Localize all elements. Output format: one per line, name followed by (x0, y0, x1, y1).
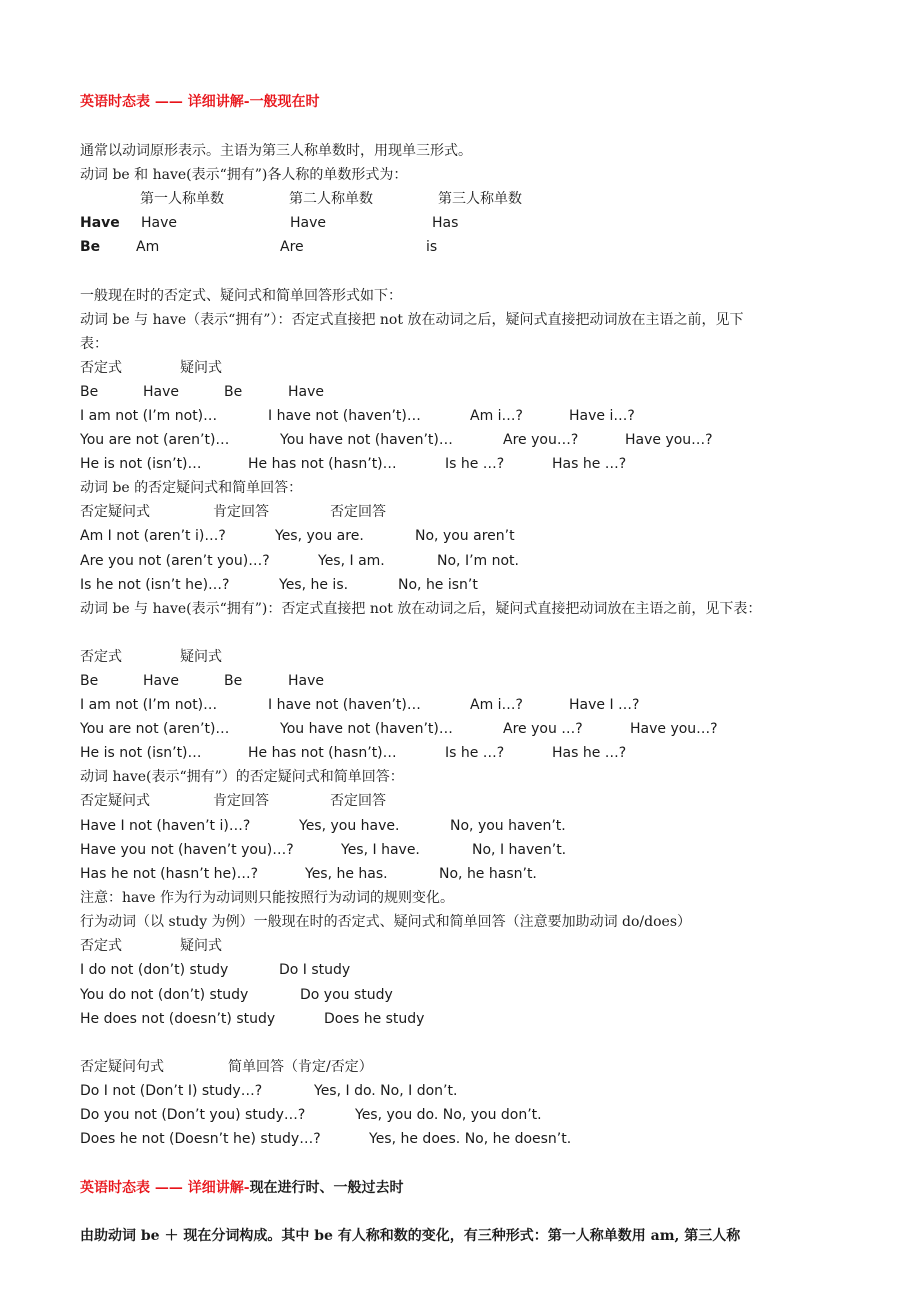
closing-paragraph: 由助动词 be ＋ 现在分词构成。其中 be 有人称和数的变化，有三种形式：第一人称单数用 am, 第三人称 (80, 1228, 741, 1244)
header-cell: 否定疑问式 (80, 793, 150, 809)
section-title (80, 92, 320, 112)
subheader-cell: Have (288, 673, 325, 689)
be-have-intro: 表： (80, 336, 108, 352)
header-cell: 否定疑问式 (80, 504, 150, 520)
intro-line: 动词 be 和 have(表示“拥有”)各人称的单数形式为： (80, 167, 408, 183)
table-cell: Does he not (Doesn’t he) study…? (80, 1131, 321, 1147)
table-cell: Have I …? (569, 697, 640, 713)
table-cell: Do you study (300, 987, 393, 1003)
table-cell: No, I haven’t. (472, 842, 567, 858)
be-have-intro: 动词 be 与 have（表示“拥有”）：否定式直接把 not 放在动词之后，疑问式直接把动词放在主语之前，见下 (80, 312, 744, 328)
header-cell: 否定疑问句式 (80, 1059, 164, 1075)
table-cell: Do I study (279, 962, 351, 978)
have-neg-q-intro: 动词 have(表示“拥有”）的否定疑问式和简单回答： (80, 769, 404, 785)
table-cell: Am I not (aren’t i)…? (80, 528, 226, 544)
header-cell: 疑问式 (180, 649, 222, 665)
note: 注意：have 作为行为动词则只能按照行为动词的规则变化。 (80, 890, 455, 906)
table-cell: I have not (haven’t)… (268, 697, 421, 713)
table-cell: Yes, I am. (318, 553, 385, 569)
forms-intro: 一般现在时的否定式、疑问式和简单回答形式如下： (80, 288, 402, 304)
subheader-cell: Have (288, 384, 325, 400)
table-cell: Are you …? (503, 721, 583, 737)
table-cell: Yes, he is. (279, 577, 349, 593)
header-cell: 第三人称单数 (438, 191, 522, 207)
section-title-prefix: 英语时态表 —— 详细讲解- (80, 1180, 250, 1196)
header-cell: 否定式 (80, 649, 122, 665)
table-cell: Is he …? (445, 745, 505, 761)
table-cell: Is he …? (445, 456, 505, 472)
table-cell: Has he …? (552, 456, 627, 472)
table-cell: You are not (aren’t)… (80, 721, 230, 737)
table-cell: Has he …? (552, 745, 627, 761)
subheader-cell: Be (80, 384, 99, 400)
table-cell: He does not (doesn’t) study (80, 1011, 276, 1027)
header-cell: 否定回答 (330, 504, 386, 520)
table-cell: Have i…? (569, 408, 635, 424)
table-cell: Are you not (aren’t you)…? (80, 553, 270, 569)
table-cell: No, he isn’t (398, 577, 478, 593)
table-cell: Have you…? (625, 432, 713, 448)
be-neg-q-intro: 动词 be 的否定疑问式和简单回答： (80, 480, 303, 496)
section-title-suffix: 现在进行时、一般过去时 (249, 1180, 404, 1196)
table-cell: Am i…? (470, 697, 523, 713)
table-cell: You do not (don’t) study (80, 987, 249, 1003)
table-cell: Am i…? (470, 408, 523, 424)
table-cell: Yes, he has. (305, 866, 388, 882)
table-cell: You have not (haven’t)… (280, 721, 453, 737)
row-head: Have (80, 215, 120, 231)
table-cell: Yes, I have. (341, 842, 420, 858)
section-title-suffix: 一般现在时 (249, 94, 320, 110)
table-cell: No, you aren’t (415, 528, 515, 544)
table-cell: You have not (haven’t)… (280, 432, 453, 448)
header-cell: 第二人称单数 (289, 191, 373, 207)
table-cell: Have you not (haven’t you)…? (80, 842, 294, 858)
table-cell: Have you…? (630, 721, 718, 737)
table-cell: Yes, you are. (275, 528, 364, 544)
table-cell: Are (280, 239, 304, 255)
section-title-prefix: 英语时态表 —— 详细讲解- (80, 94, 250, 110)
header-cell: 肯定回答 (213, 504, 269, 520)
table-cell: Yes, I do. No, I don’t. (314, 1083, 458, 1099)
table-cell: Have I not (haven’t i)…? (80, 818, 251, 834)
intro-line: 通常以动词原形表示。主语为第三人称单数时，用现单三形式。 (80, 143, 472, 159)
table-cell: Are you…? (503, 432, 579, 448)
header-cell: 疑问式 (180, 360, 222, 376)
table-cell: He has not (hasn’t)… (248, 745, 397, 761)
table-cell: Yes, you have. (299, 818, 400, 834)
header-cell: 简单回答（肯定/否定） (228, 1059, 373, 1075)
table-cell: I am not (I’m not)… (80, 408, 218, 424)
table-cell: Has (432, 215, 459, 231)
subheader-cell: Be (224, 673, 243, 689)
table-cell: Yes, you do. No, you don’t. (355, 1107, 542, 1123)
table-cell: Is he not (isn’t he)…? (80, 577, 230, 593)
table-cell: No, I’m not. (437, 553, 519, 569)
table-cell: Do you not (Don’t you) study…? (80, 1107, 306, 1123)
header-cell: 第一人称单数 (140, 191, 224, 207)
table-cell: You are not (aren’t)… (80, 432, 230, 448)
subheader-cell: Have (143, 673, 180, 689)
table-cell: No, he hasn’t. (439, 866, 537, 882)
table-cell: I have not (haven’t)… (268, 408, 421, 424)
action-intro: 行为动词（以 study 为例）一般现在时的否定式、疑问式和简单回答（注意要加助动词 do/does） (80, 914, 692, 930)
table-cell: Has he not (hasn’t he)…? (80, 866, 259, 882)
table-cell: Yes, he does. No, he doesn’t. (369, 1131, 572, 1147)
table-cell: No, you haven’t. (450, 818, 566, 834)
table-cell: Does he study (324, 1011, 425, 1027)
row-head: Be (80, 239, 101, 255)
table-cell: Am (136, 239, 160, 255)
header-cell: 否定式 (80, 360, 122, 376)
table-cell: I do not (don’t) study (80, 962, 229, 978)
table-cell: is (426, 239, 438, 255)
table-cell: He is not (isn’t)… (80, 745, 202, 761)
subheader-cell: Be (224, 384, 243, 400)
table-cell: Have (141, 215, 178, 231)
table-cell: Have (290, 215, 327, 231)
header-cell: 否定式 (80, 938, 122, 954)
subheader-cell: Be (80, 673, 99, 689)
table-cell: I am not (I’m not)… (80, 697, 218, 713)
table-cell: He is not (isn’t)… (80, 456, 202, 472)
header-cell: 疑问式 (180, 938, 222, 954)
header-cell: 否定回答 (330, 793, 386, 809)
table-cell: He has not (hasn’t)… (248, 456, 397, 472)
be-have-intro: 动词 be 与 have(表示“拥有”)：否定式直接把 not 放在动词之后，疑问式直接把动词放在主语之前，见下表： (80, 601, 762, 617)
header-cell: 肯定回答 (213, 793, 269, 809)
section-title (80, 1178, 404, 1198)
subheader-cell: Have (143, 384, 180, 400)
table-cell: Do I not (Don’t I) study…? (80, 1083, 263, 1099)
